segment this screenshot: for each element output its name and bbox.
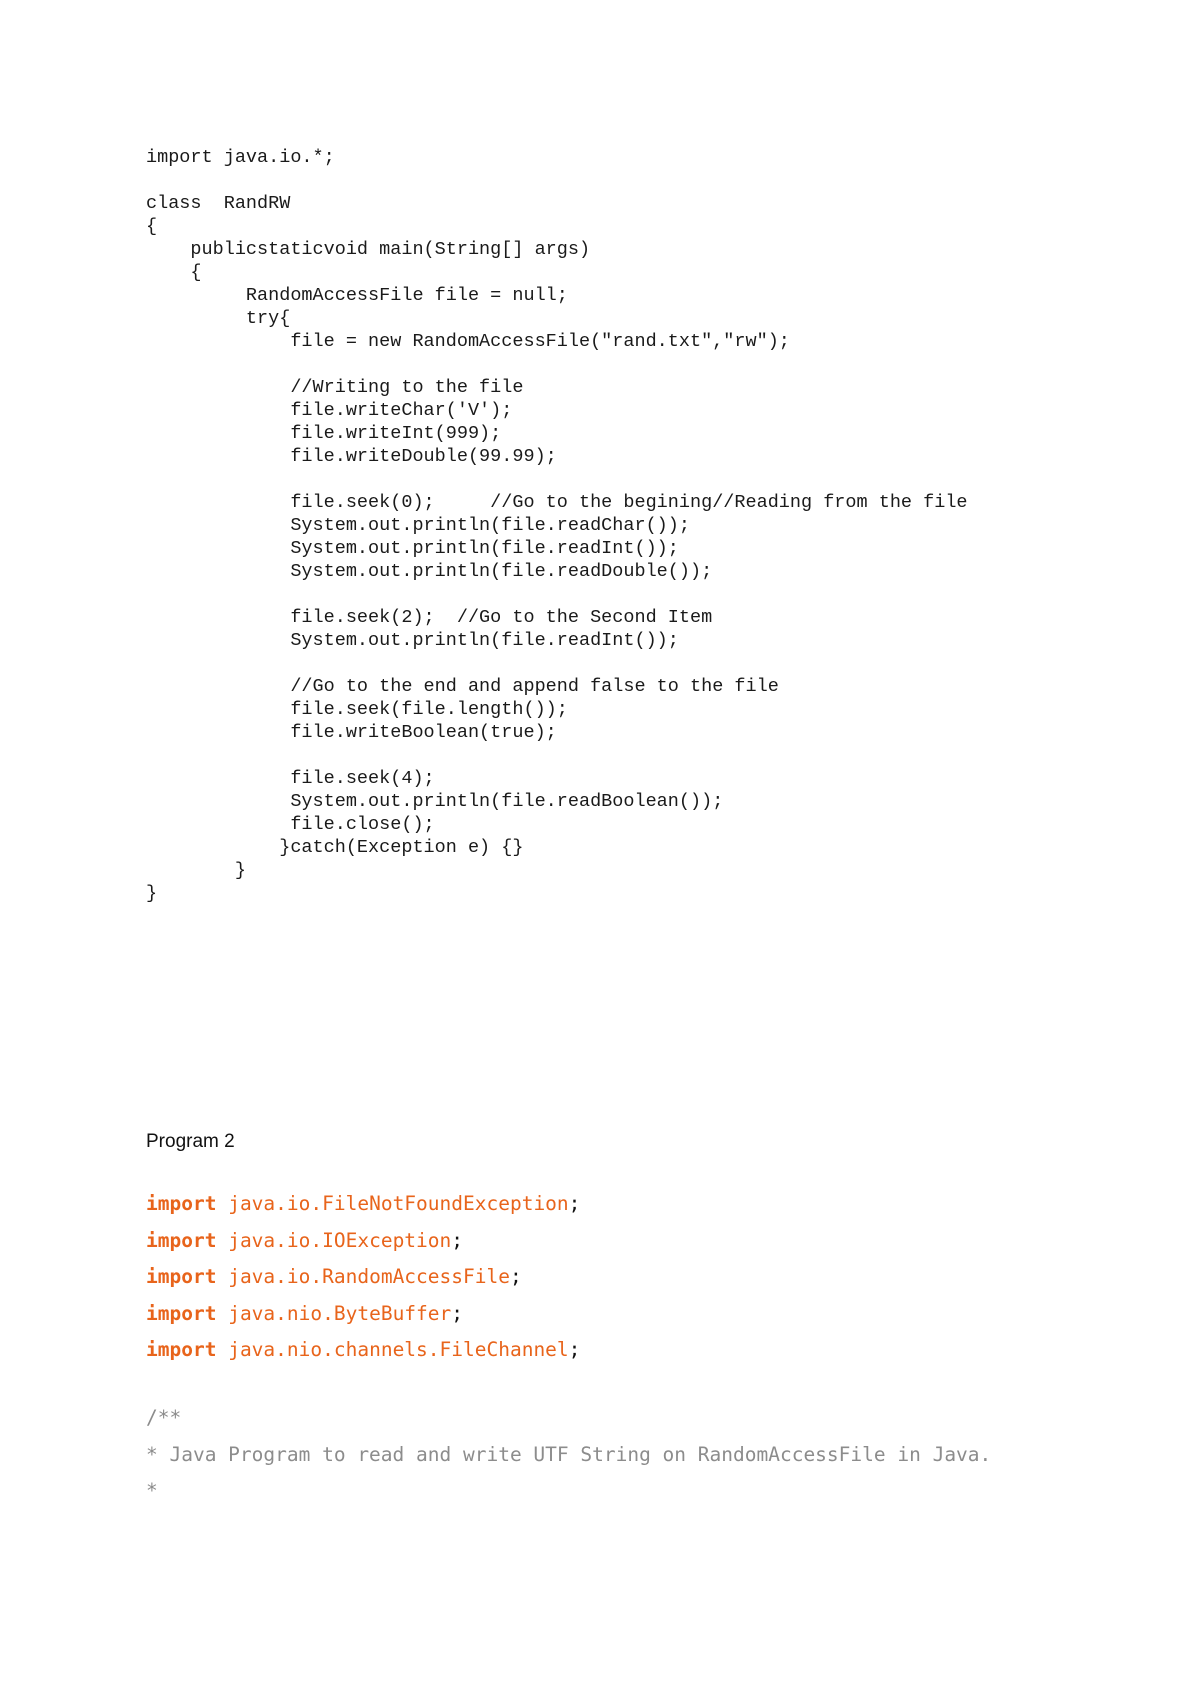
import-semicolon: ;: [509, 1265, 522, 1288]
code-line: System.out.println(file.readInt());: [146, 538, 679, 559]
code-line-blank: [146, 468, 968, 491]
import-semicolon: ;: [451, 1228, 464, 1252]
import-package: java.nio.channels.FileChannel: [228, 1338, 569, 1361]
comment-line: * Java Program to read and write UTF String on RandomAccessFile in Java.: [146, 1442, 992, 1466]
code-line: file.writeInt(999);: [146, 423, 502, 444]
import-keyword: import: [146, 1265, 217, 1288]
program-2-doc-comment: [146, 1400, 991, 1510]
import-package: java.nio.ByteBuffer: [228, 1301, 452, 1325]
code-line: file.seek(4);: [146, 768, 435, 789]
import-line: [146, 1223, 580, 1260]
import-line: [146, 1186, 580, 1223]
code-line: }: [146, 883, 158, 904]
program-1-code-block: [146, 146, 968, 905]
code-line: file.close();: [146, 814, 435, 835]
code-line: file.writeBoolean(true);: [146, 722, 557, 743]
import-keyword: import: [146, 1338, 217, 1361]
code-line: }: [146, 860, 246, 881]
import-semicolon: ;: [568, 1192, 581, 1215]
code-line: {: [146, 216, 158, 237]
code-line: System.out.println(file.readChar());: [146, 515, 690, 536]
import-keyword: import: [146, 1192, 217, 1215]
code-line: publicstaticvoid main(String[] args): [146, 239, 591, 260]
code-line: System.out.println(file.readBoolean());: [146, 791, 724, 812]
program-2-heading: Program 2: [146, 1131, 235, 1152]
import-keyword: import: [146, 1301, 217, 1325]
code-line-blank: [146, 169, 968, 192]
import-semicolon: ;: [451, 1301, 464, 1325]
import-package: java.io.FileNotFoundException: [228, 1192, 569, 1215]
code-line: file.seek(0); //Go to the begining//Reading from the file: [146, 492, 968, 513]
code-line-blank: [146, 744, 968, 767]
import-line: [146, 1296, 580, 1333]
import-package: java.io.IOException: [228, 1228, 452, 1252]
comment-line: *: [146, 1479, 158, 1502]
import-keyword: import: [146, 1228, 217, 1252]
code-line: RandomAccessFile file = null;: [146, 285, 568, 306]
code-line-blank: [146, 353, 968, 376]
code-line: file.writeDouble(99.99);: [146, 446, 557, 467]
code-line: import java.io.*;: [146, 147, 335, 168]
import-line: [146, 1332, 580, 1369]
code-line: {: [146, 262, 202, 283]
program-2-imports-block: [146, 1186, 580, 1369]
code-line: System.out.println(file.readDouble());: [146, 561, 713, 582]
code-line: try{: [146, 308, 291, 329]
code-line: file = new RandomAccessFile("rand.txt","rw");: [146, 331, 790, 352]
code-line: file.seek(2); //Go to the Second Item: [146, 607, 713, 628]
code-line: class RandRW: [146, 193, 291, 214]
import-package: java.io.RandomAccessFile: [228, 1265, 510, 1288]
code-line: System.out.println(file.readInt());: [146, 630, 679, 651]
code-line-blank: [146, 652, 968, 675]
import-line: [146, 1259, 580, 1296]
comment-line: /**: [146, 1406, 182, 1429]
code-line: file.seek(file.length());: [146, 699, 568, 720]
code-line: }catch(Exception e) {}: [146, 837, 524, 858]
import-semicolon: ;: [568, 1338, 581, 1361]
code-line: //Writing to the file: [146, 377, 524, 398]
code-line: //Go to the end and append false to the file: [146, 676, 779, 697]
code-line: file.writeChar('V');: [146, 400, 513, 421]
code-line-blank: [146, 583, 968, 606]
